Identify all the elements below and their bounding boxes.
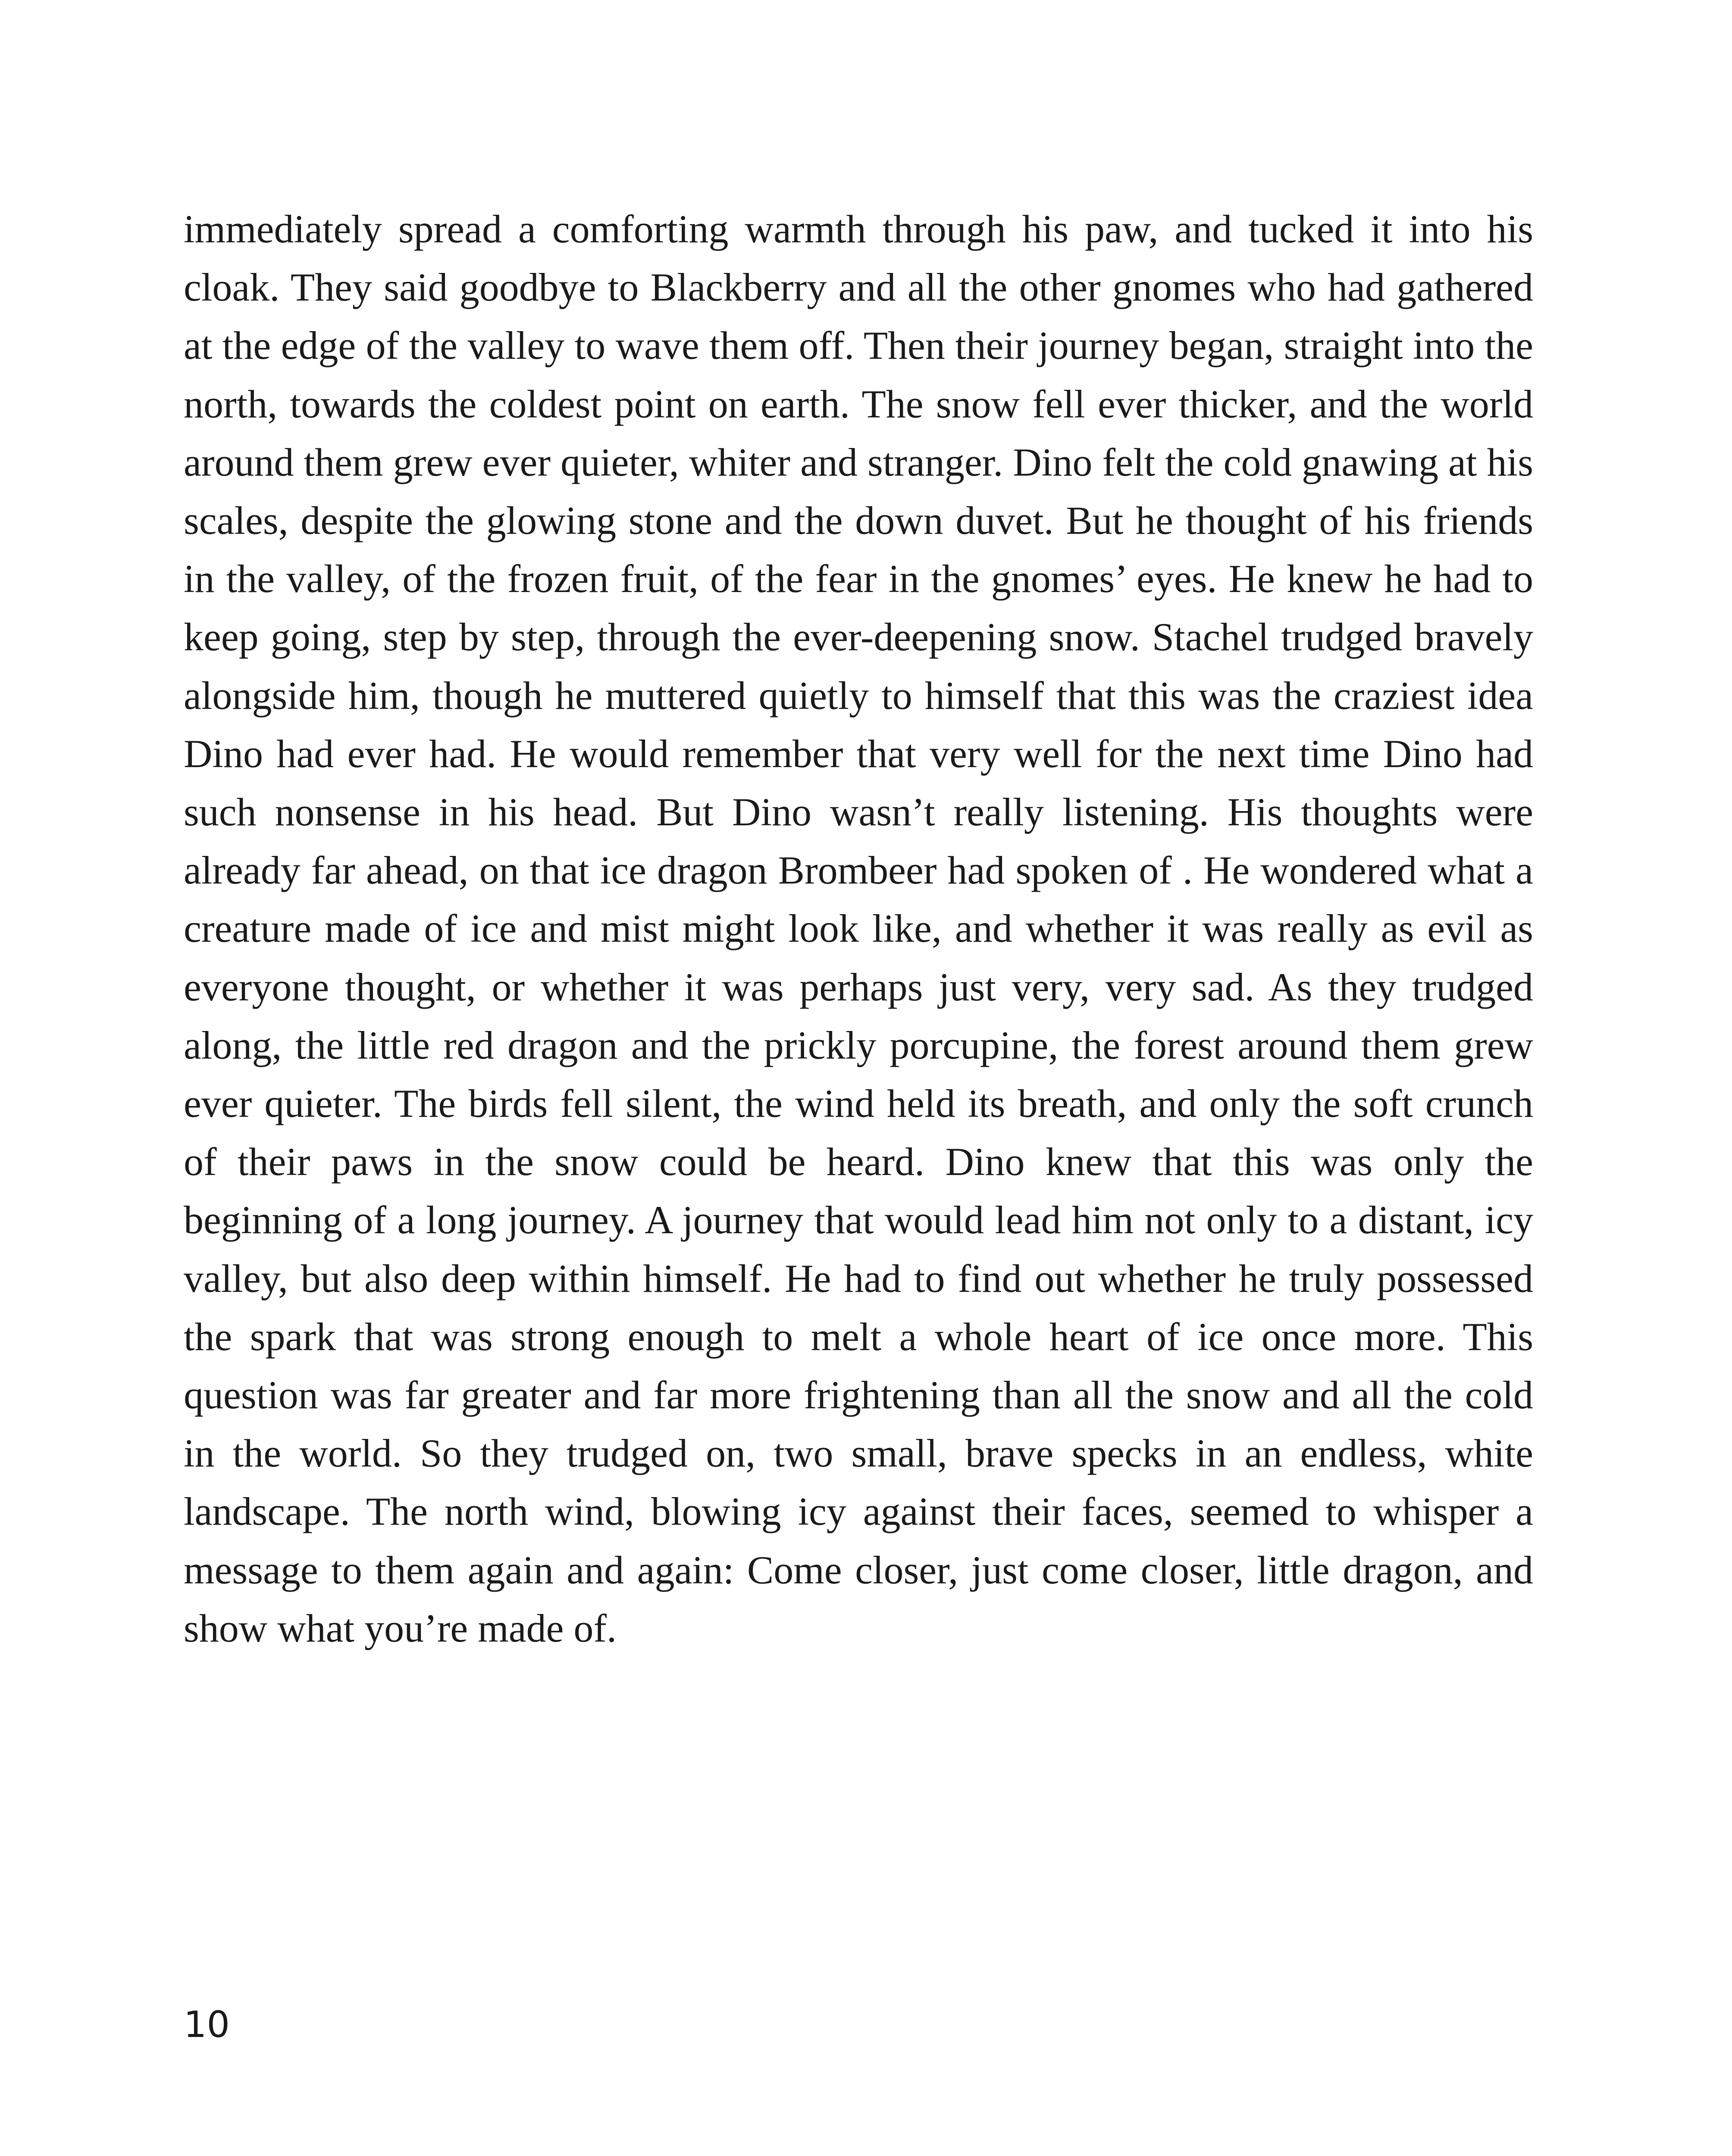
page-number: 10: [184, 2003, 230, 2046]
body-paragraph: immediately spread a comforting warmth through his paw, and tucked it into his cloak. They said goodbye to Blackberry and all the other gnomes who had gathered at the edge of the valley to wave them off. Then their journey began, straight into the north, towards the coldest point on earth. The snow fell ever thicker, and the world around them grew ever quieter, whiter and stranger. Dino felt the cold gnawing at his scales, despite the glowing stone and the down duvet. But he thought of his friends in the valley, of the frozen fruit, of the fear in the gnomes’ eyes. He knew he had to keep going, step by step, through the ever-deepening snow. Stachel trudged bravely alongside him, though he muttered quietly to himself that this was the craziest idea Dino had ever had. He would remember that very well for the next time Dino had such nonsense in his head. But Dino wasn’t really listening. His thoughts were already far ahead, on that ice dragon Brombeer had spoken of . He wondered what a creature made of ice and mist might look like, and whether it was really as evil as everyone thought, or whether it was perhaps just very, very sad. As they trudged along, the little red dragon and the prickly porcupine, the forest around them grew ever quieter. The birds fell silent, the wind held its breath, and only the soft crunch of their paws in the snow could be heard. Dino knew that this was only the beginning of a long journey. A journey that would lead him not only to a distant, icy valley, but also deep within himself. He had to find out whether he truly possessed the spark that was strong enough to melt a whole heart of ice once more. This question was far greater and far more frightening than all the snow and all the cold in the world. So they trudged on, two small, brave specks in an endless, white landscape. The north wind, blowing icy against their faces, seemed to whisper a message to them again and again: Come closer, just come closer, little dragon, and show what you’re made of.: [184, 207, 1533, 1650]
